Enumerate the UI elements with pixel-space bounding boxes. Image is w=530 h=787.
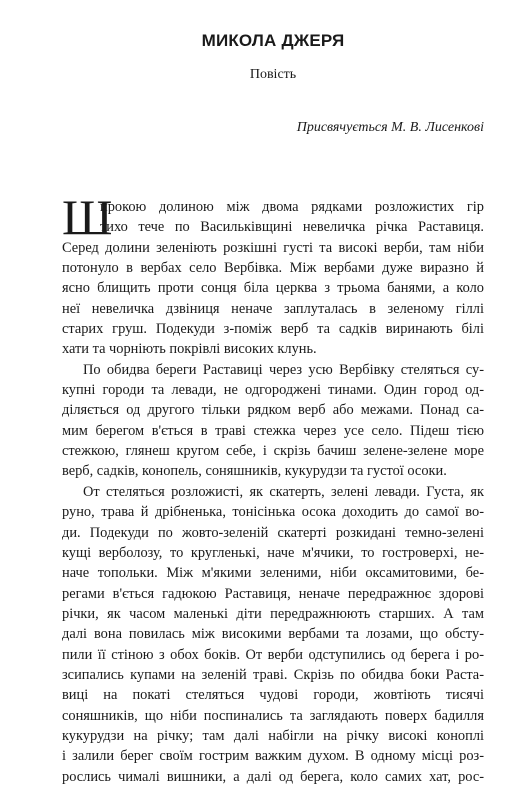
drop-cap: Ш	[62, 189, 113, 245]
text-line: неї невеличка дзвіниця неначе заплуталась в зеленому гіллі	[62, 300, 484, 317]
text-line: стежкою, глянеш кругом себе, і скрізь бачиш зелене-зелене море	[62, 443, 484, 460]
text-line: ирокою долиною між двома рядками розложистих гір	[100, 199, 484, 215]
text-line: руно, трава й дрібненька, тонісінька осока доходить до самої во-	[62, 504, 484, 521]
text-line: потонуло в вербах село Вербівка. Між вербами дуже виразно й	[62, 260, 484, 277]
text-line: тихо тече по Васильківщині невеличка річка Раставиця.	[100, 219, 484, 236]
text-line: наче топольки. Між м'якими зеленими, ніби оксамитовими, бе-	[62, 565, 484, 582]
text-line: зсипались купами на зеленій траві. Скрізь по обидва боки Раста-	[62, 666, 484, 683]
text-line: купні городи та левади, не одгороджені тинами. Один город од-	[62, 382, 484, 399]
text-line: От стеляться розложисті, як скатерть, зелені левади. Густа, як	[83, 483, 484, 500]
text-line: Серед долини зеленіють розкішні густі та високі верби, там ніби	[62, 239, 484, 256]
paragraph-2	[62, 360, 484, 482]
text-line: соняшників, що ніби поспинались та заглядають поверх бадилля	[62, 707, 484, 724]
body-text	[62, 189, 484, 787]
document-page	[62, 0, 484, 785]
text-line: верб, садків, конопель, соняшників, кукурудзи та густої осоки.	[62, 463, 447, 480]
text-line: старих груш. Подекуди з-поміж верб та садків виринають білі	[62, 321, 484, 338]
text-line: далі вона повилась між високими вербами та лозами, що обсту-	[62, 626, 484, 643]
page-subtitle: Повість	[249, 67, 297, 82]
text-line: ди. Подекуди по жовто-зеленій скатерті розкидані темно-зелені	[62, 524, 484, 541]
text-line: річки, як часом маленькі діти передражнюють старших. А там	[62, 605, 484, 622]
text-line: виці на покаті стеляться чудові городи, жовтіють тисячі	[62, 687, 484, 704]
text-line: діляється од другого тільки рядком верб або межами. Понад са-	[62, 402, 484, 419]
text-line: і залили берег своїм гострим важким духом. В одному місці роз-	[62, 748, 484, 765]
text-line: По обидва береги Раставиці через усю Вербівку стеляться су-	[83, 361, 484, 378]
text-line: мим берегом в'ється в траві стежка через усе село. Підеш тією	[62, 422, 484, 439]
text-line: ясно блищить проти сонця біла церква з трьома банями, а коло	[62, 280, 484, 297]
paragraph-3	[62, 482, 484, 787]
page-title: МИКОЛА ДЖЕРЯ	[201, 31, 345, 50]
text-line: хати та чорніють покрівлі високих клунь.	[62, 341, 317, 358]
text-line: рослись чималі вишники, а далі од берега, коло самих хат, рос-	[62, 768, 484, 785]
dedication: Присвячується М. В. Лисенкові	[296, 120, 484, 135]
text-line: пили її стіною з обох боків. От верби одступились од берега і ро-	[62, 646, 484, 663]
text-line: регами в'ється гадюкою Раставиця, неначе передражнює здорові	[62, 585, 484, 602]
text-line: кущі верболозу, то кругленькі, наче м'ячики, то гостроверхі, не-	[62, 544, 484, 561]
paragraph-1	[62, 189, 484, 360]
text-line: кукурудзи на річку; там далі набігли на річку високі коноплі	[62, 727, 484, 744]
